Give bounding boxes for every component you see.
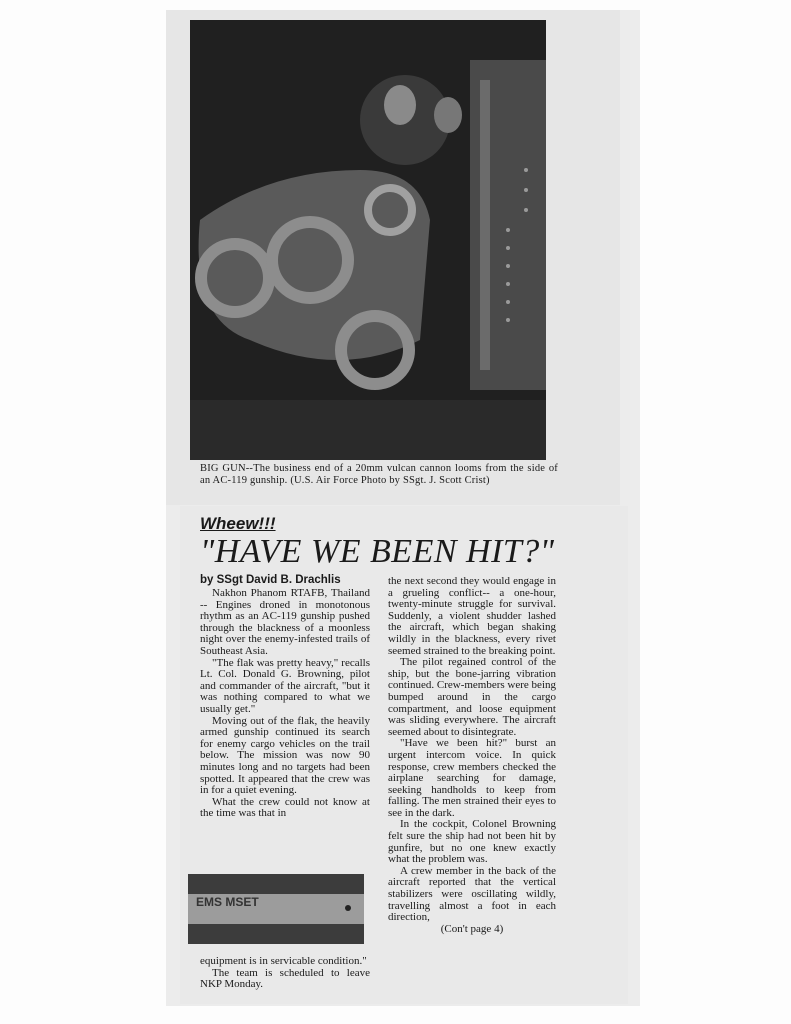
article-column-1 xyxy=(200,588,370,820)
paragraph: equipment is in servicable condition." xyxy=(200,955,367,967)
paragraph: the next second they would engage in a grueling conflict-- a one-hour, twenty-minute struggle for survival. Suddenly, a violent shudder lashed the aircraft, which began shaking wildly in the blackness, every rivet seemed strained to the breaking point. xyxy=(388,575,556,657)
article-kicker: Wheew!!! xyxy=(200,514,276,533)
paragraph: Moving out of the flak, the heavily armed gunship continued its search for enemy cargo vehicles on the trail below. The mission was now 90 minutes long and no targets had been spotted. It appeared that the crew was in for a quiet evening. xyxy=(200,714,370,797)
article-column-3 xyxy=(200,956,370,991)
paragraph: "The flak was pretty heavy," recalls Lt. Col. Donald G. Browning, pilot and commander of the aircraft, "but it was nothing compared to what we usually get." xyxy=(200,656,370,715)
article-column-2 xyxy=(388,576,556,935)
cannon-photo xyxy=(190,20,546,460)
continued-note: (Con't page 4) xyxy=(440,922,504,935)
article-byline: by SSgt David B. Drachlis xyxy=(200,574,341,586)
paragraph: In the cockpit, Colonel Browning felt sure the ship had not been hit by gunfire, but no one knew exactly what the problem was. xyxy=(388,818,556,866)
photo-caption: BIG GUN--The business end of a 20mm vulcan cannon looms from the side of an AC-119 gunship. (U.S. Air Force Photo by SSgt. J. Scott Crist) xyxy=(200,463,558,486)
inset-clipping-image xyxy=(188,874,364,944)
paragraph: The team is scheduled to leave NKP Monday. xyxy=(200,966,370,991)
paragraph: "Have we been hit?" burst an urgent intercom voice. In quick response, crew members checked the airplane searching for damage, seeking handholds to keep from falling. The men strained their eyes to see in the dark. xyxy=(388,737,556,819)
paragraph: Nakhon Phanom RTAFB, Thailand -- Engines droned in monotonous rhythm as an AC-119 gunship pushed through the blackness of a moonless night over the enemy-infested trails of Southeast Asia. xyxy=(200,587,370,657)
paragraph: The pilot regained control of the ship, but the bone-jarring vibration continued. Crew-members were being bumped around in the cargo compartment, and loose equipment was sliding everywhere. The aircraft seemed about to disintegrate. xyxy=(388,656,556,738)
paragraph: A crew member in the back of the aircraft reported that the vertical stabilizers were oscillating wildly, travelling almost a foot in each direction, xyxy=(388,864,556,924)
inset-label: EMS MSET xyxy=(196,895,259,909)
article-headline: "HAVE WE BEEN HIT?" xyxy=(200,533,555,570)
paragraph: What the crew could not know at the time was that in xyxy=(200,795,370,820)
